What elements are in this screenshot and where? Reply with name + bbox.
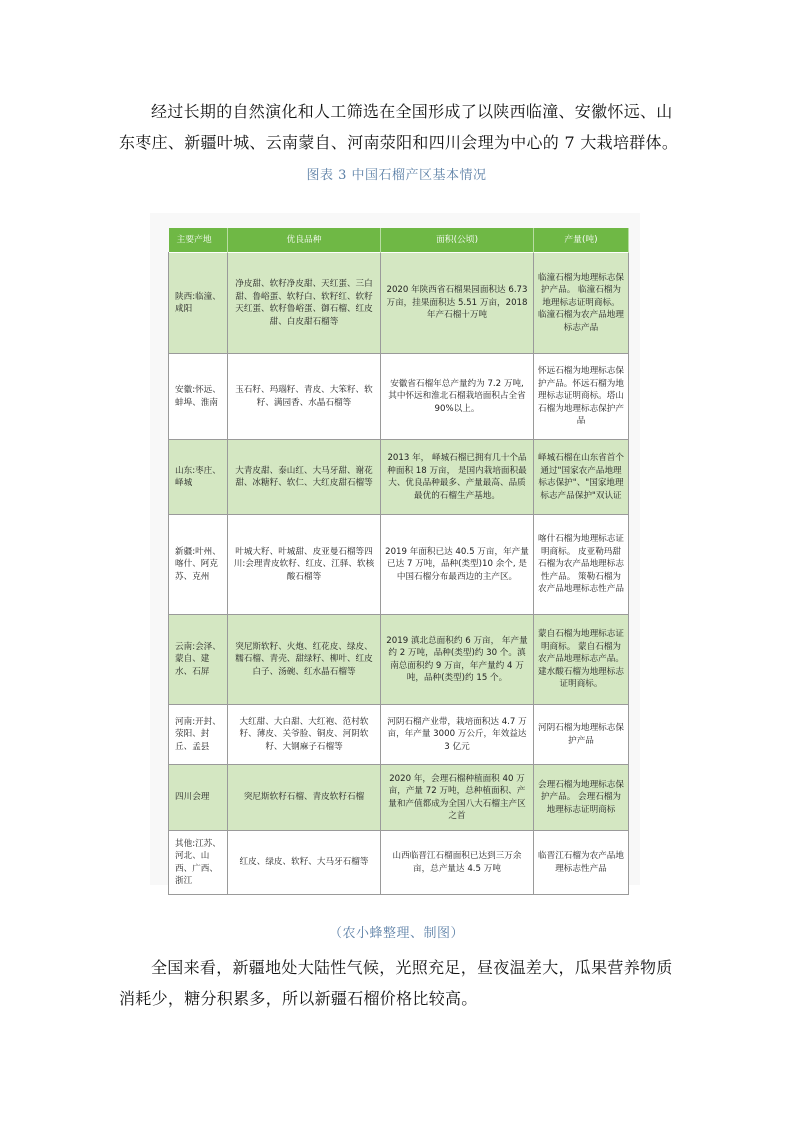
- cell-region: 安徽:怀远、蚌埠、淮南: [169, 354, 228, 440]
- table-row: [169, 354, 629, 440]
- header-area: 面积(公顷): [381, 228, 534, 253]
- cell-varieties: 大青皮甜、泰山红、大马牙甜、谢花甜、冰糖籽、软仁、大红皮甜石榴等: [228, 440, 381, 515]
- header-output: 产量(吨): [534, 228, 629, 253]
- table-row: [169, 615, 629, 705]
- cell-varieties: 玉石籽、玛瑙籽、青皮、大笨籽、软籽、满园香、水晶石榴等: [228, 354, 381, 440]
- cell-area: 2020 年，会理石榴种植面积 40 万亩，产量 72 万吨，总种植面积、产量和产值都成为全国八大石榴主产区之首: [381, 765, 534, 831]
- cell-area: 2013 年， 峄城石榴已拥有几十个品种面积 18 万亩， 是国内栽培面积最大、优良品种最多、产量最高、品质最优的石榴生产基地。: [381, 440, 534, 515]
- cell-output: 临晋江石榴为农产品地理标志性产品: [534, 831, 629, 895]
- cell-output: 临潼石榴为地理标志保护产品。 临潼石榴为地理标志证明商标。 临潼石榴为农产品地理标志产品: [534, 253, 629, 354]
- table-header-row: [169, 228, 629, 253]
- table-row: [169, 705, 629, 765]
- header-varieties: 优良品种: [228, 228, 381, 253]
- cell-region: 四川会理: [169, 765, 228, 831]
- cell-area: 山西临晋江石榴面积已达到三万余亩，总产量达 4.5 万吨: [381, 831, 534, 895]
- cell-output: 蒙自石榴为地理标志证明商标。 蒙自石榴为农产品地理标志产品。建水酸石榴为地理标志证明商标。: [534, 615, 629, 705]
- cell-varieties: 大红甜、大白甜、大红袍、范村软籽、薄皮、关爷脸、铜皮、河阴软籽、大钢麻子石榴等: [228, 705, 381, 765]
- table-row: [169, 440, 629, 515]
- figure-source: （农小蜂整理、制图）: [328, 926, 464, 941]
- table-row: [169, 515, 629, 615]
- table-row: [169, 831, 629, 895]
- header-region: 主要产地: [169, 228, 228, 253]
- cell-area: 2019 年面积已达 40.5 万亩，年产量已达 7 万吨，品种(类型)10 余个, 是中国石榴分布最西边的主产区。: [381, 515, 534, 615]
- figure-title: 图表 3 中国石榴产区基本情况: [306, 168, 487, 183]
- table-row: [169, 765, 629, 831]
- cell-area: 安徽省石榴年总产量约为 7.2 万吨, 其中怀远和淮北石榴栽培面积占全省 90%以上。: [381, 354, 534, 440]
- table-figure: [150, 213, 640, 885]
- cell-varieties: 净皮甜、软籽净皮甜、天红蛋、三白甜、鲁峪蛋、软籽白、软籽红、软籽天红蛋、软籽鲁峪蛋、御石榴、红皮甜、白皮甜石榴等: [228, 253, 381, 354]
- cell-region: 其他:江苏、河北、山西、广西、浙江: [169, 831, 228, 895]
- cell-area: 2019 滇北总面积约 6 万亩， 年产量约 2 万吨，品种(类型)约 30 个。滇南总面积约 9 万亩，年产量约 4 万吨，品种(类型)约 15 个。: [381, 615, 534, 705]
- cell-varieties: 突尼斯软籽、火炮、红花皮、绿皮、糯石榴、青壳、甜绿籽、柳叶、红皮白子、汤碗、红水晶石榴等: [228, 615, 381, 705]
- cell-region: 河南:开封、荥阳、封丘、孟县: [169, 705, 228, 765]
- cell-output: 峄城石榴在山东省首个通过"国家农产品地理标志保护"、"国家地理标志产品保护"双认证: [534, 440, 629, 515]
- cell-varieties: 叶城大籽、叶城甜、皮亚曼石榴等四川:会理青皮软籽、红皮、江驿、软核酸石榴等: [228, 515, 381, 615]
- cell-output: 河阴石榴为地理标志保护产品: [534, 705, 629, 765]
- cell-region: 云南:会泽、蒙自、建水、石屏: [169, 615, 228, 705]
- cell-area: 2020 年陕西省石榴果园面积达 6.73 万亩，挂果面积达 5.51 万亩，2018 年产石榴十万吨: [381, 253, 534, 354]
- cell-varieties: 红皮、绿皮、软籽、大马牙石榴等: [228, 831, 381, 895]
- cell-output: 怀远石榴为地理标志保护产品。怀远石榴为地理标志证明商标。塔山石榴为地理标志保护产品: [534, 354, 629, 440]
- cell-area: 河阴石榴产业带，栽培面积达 4.7 万亩，年产量 3000 万公斤，年效益达 3 亿元: [381, 705, 534, 765]
- cell-region: 新疆:叶州、喀什、阿克苏、克州: [169, 515, 228, 615]
- cell-varieties: 突尼斯软籽石榴、青皮软籽石榴: [228, 765, 381, 831]
- cell-output: 喀什石榴为地理标志证明商标。 皮亚勒玛甜石榴为农产品地理标志性产品。 策勒石榴为农产品地理标志性产品: [534, 515, 629, 615]
- production-area-table: [168, 228, 629, 895]
- cell-region: 陕西:临潼、咸阳: [169, 253, 228, 354]
- cell-region: 山东:枣庄、峄城: [169, 440, 228, 515]
- intro-paragraph: 经过长期的自然演化和人工筛选在全国形成了以陕西临潼、安徽怀远、山东枣庄、新疆叶城、云南蒙自、河南荥阳和四川会理为中心的 7 大栽培群体。: [119, 102, 679, 152]
- cell-output: 会理石榴为地理标志保护产品。 会理石榴为地理标志证明商标: [534, 765, 629, 831]
- table-row: [169, 253, 629, 354]
- conclusion-paragraph: 全国来看，新疆地处大陆性气候，光照充足，昼夜温差大，瓜果营养物质消耗少，糖分积累多，所以新疆石榴价格比较高。: [119, 958, 673, 1008]
